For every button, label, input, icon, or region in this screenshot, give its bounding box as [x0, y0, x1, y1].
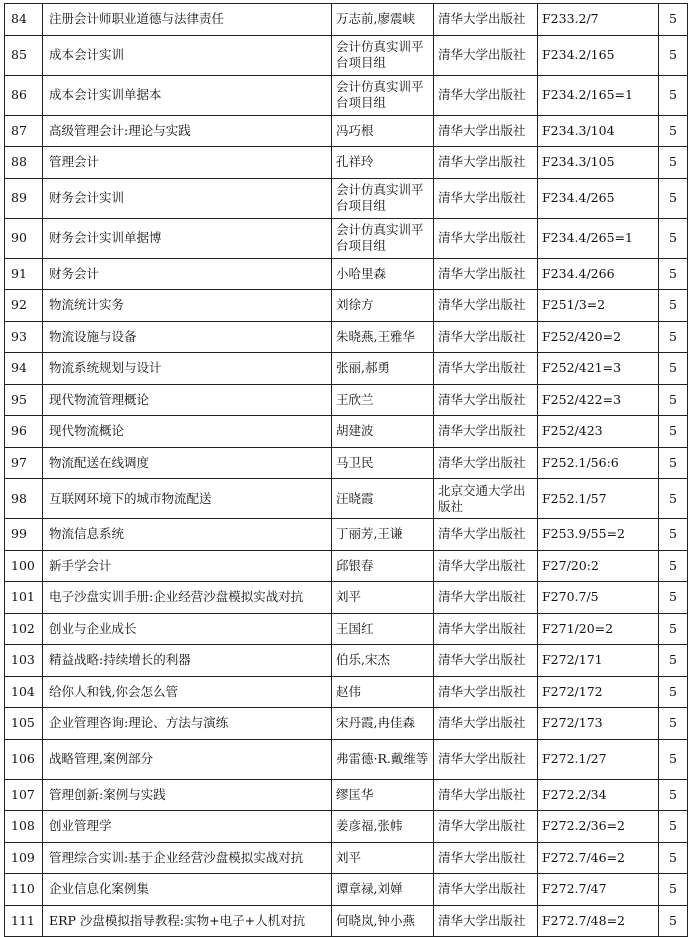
book-publisher: 清华大学出版社 [434, 416, 538, 448]
book-publisher: 清华大学出版社 [434, 645, 538, 677]
book-call-number: F234.3/105 [538, 147, 659, 179]
book-quantity: 5 [659, 115, 688, 147]
book-publisher: 清华大学出版社 [434, 35, 538, 75]
table-row [5, 75, 688, 115]
book-publisher: 清华大学出版社 [434, 447, 538, 479]
row-number: 107 [5, 779, 43, 811]
book-list-sheet [4, 3, 687, 937]
book-call-number: F272/173 [538, 708, 659, 740]
book-quantity: 5 [659, 905, 688, 937]
book-author: 谭章禄,刘婵 [332, 874, 434, 906]
book-quantity: 5 [659, 35, 688, 75]
book-publisher: 清华大学出版社 [434, 779, 538, 811]
table-row [5, 479, 688, 519]
book-title: 战略管理,案例部分 [43, 739, 332, 779]
table-row [5, 353, 688, 385]
book-publisher: 清华大学出版社 [434, 519, 538, 551]
row-number: 103 [5, 645, 43, 677]
row-number: 86 [5, 75, 43, 115]
book-title: 财务会计实训单据博 [43, 218, 332, 258]
table-row [5, 35, 688, 75]
table-row [5, 779, 688, 811]
book-author: 赵伟 [332, 676, 434, 708]
book-call-number: F271/20=2 [538, 613, 659, 645]
book-author: 会计仿真实训平台项目组 [332, 218, 434, 258]
table-row [5, 384, 688, 416]
book-call-number: F252/420=2 [538, 321, 659, 353]
row-number: 100 [5, 550, 43, 582]
row-number: 88 [5, 147, 43, 179]
book-author: 何晓岚,钟小燕 [332, 905, 434, 937]
table-row [5, 550, 688, 582]
book-title: ERP 沙盘模拟指导教程:实物+电子+人机对抗 [43, 905, 332, 937]
book-title: 物流设施与设备 [43, 321, 332, 353]
row-number: 108 [5, 811, 43, 843]
book-author: 邱银春 [332, 550, 434, 582]
book-quantity: 5 [659, 519, 688, 551]
book-title: 注册会计师职业道德与法律责任 [43, 4, 332, 36]
row-number: 104 [5, 676, 43, 708]
book-author: 会计仿真实训平台项目组 [332, 75, 434, 115]
book-call-number: F272.1/27 [538, 739, 659, 779]
book-call-number: F272.2/36=2 [538, 811, 659, 843]
table-row [5, 676, 688, 708]
book-title: 成本会计实训单据本 [43, 75, 332, 115]
row-number: 97 [5, 447, 43, 479]
book-publisher: 清华大学出版社 [434, 218, 538, 258]
book-title: 成本会计实训 [43, 35, 332, 75]
row-number: 105 [5, 708, 43, 740]
table-row [5, 147, 688, 179]
table-row [5, 321, 688, 353]
book-call-number: F234.2/165 [538, 35, 659, 75]
row-number: 109 [5, 842, 43, 874]
row-number: 96 [5, 416, 43, 448]
book-quantity: 5 [659, 613, 688, 645]
book-author: 会计仿真实训平台项目组 [332, 35, 434, 75]
book-call-number: F272.7/46=2 [538, 842, 659, 874]
book-author: 汪晓霞 [332, 479, 434, 519]
book-call-number: F233.2/7 [538, 4, 659, 36]
book-call-number: F234.3/104 [538, 115, 659, 147]
row-number: 91 [5, 258, 43, 290]
book-call-number: F272.7/48=2 [538, 905, 659, 937]
book-quantity: 5 [659, 178, 688, 218]
book-publisher: 清华大学出版社 [434, 739, 538, 779]
book-author: 姜彦福,张帏 [332, 811, 434, 843]
book-author: 万志前,廖震峡 [332, 4, 434, 36]
book-call-number: F272/171 [538, 645, 659, 677]
book-publisher: 北京交通大学出版社 [434, 479, 538, 519]
book-publisher: 清华大学出版社 [434, 4, 538, 36]
table-row [5, 874, 688, 906]
book-publisher: 清华大学出版社 [434, 582, 538, 614]
row-number: 99 [5, 519, 43, 551]
table-row [5, 708, 688, 740]
book-publisher: 清华大学出版社 [434, 321, 538, 353]
book-title: 给你人和钱,你会怎么管 [43, 676, 332, 708]
book-call-number: F252.1/57 [538, 479, 659, 519]
table-row [5, 519, 688, 551]
book-call-number: F252.1/56:6 [538, 447, 659, 479]
book-publisher: 清华大学出版社 [434, 676, 538, 708]
book-publisher: 清华大学出版社 [434, 353, 538, 385]
book-quantity: 5 [659, 384, 688, 416]
book-author: 会计仿真实训平台项目组 [332, 178, 434, 218]
book-title: 企业信息化案例集 [43, 874, 332, 906]
book-quantity: 5 [659, 75, 688, 115]
row-number: 98 [5, 479, 43, 519]
book-publisher: 清华大学出版社 [434, 613, 538, 645]
book-author: 王国红 [332, 613, 434, 645]
book-publisher: 清华大学出版社 [434, 178, 538, 218]
book-title: 高级管理会计:理论与实践 [43, 115, 332, 147]
book-call-number: F253.9/55=2 [538, 519, 659, 551]
book-title: 财务会计实训 [43, 178, 332, 218]
book-quantity: 5 [659, 550, 688, 582]
book-author: 马卫民 [332, 447, 434, 479]
book-call-number: F272.2/34 [538, 779, 659, 811]
row-number: 106 [5, 739, 43, 779]
table-row [5, 416, 688, 448]
book-title: 物流系统规划与设计 [43, 353, 332, 385]
book-title: 管理会计 [43, 147, 332, 179]
book-publisher: 清华大学出版社 [434, 75, 538, 115]
row-number: 111 [5, 905, 43, 937]
book-quantity: 5 [659, 218, 688, 258]
book-publisher: 清华大学出版社 [434, 147, 538, 179]
table-row [5, 447, 688, 479]
table-body [5, 4, 688, 937]
book-author: 丁丽芳,王谦 [332, 519, 434, 551]
row-number: 87 [5, 115, 43, 147]
book-title: 电子沙盘实训手册:企业经营沙盘模拟实战对抗 [43, 582, 332, 614]
book-publisher: 清华大学出版社 [434, 874, 538, 906]
book-publisher: 清华大学出版社 [434, 811, 538, 843]
book-publisher: 清华大学出版社 [434, 384, 538, 416]
book-call-number: F252/421=3 [538, 353, 659, 385]
book-quantity: 5 [659, 290, 688, 322]
book-publisher: 清华大学出版社 [434, 115, 538, 147]
table-row [5, 290, 688, 322]
book-quantity: 5 [659, 416, 688, 448]
book-publisher: 清华大学出版社 [434, 290, 538, 322]
book-quantity: 5 [659, 708, 688, 740]
book-title: 现代物流管理概论 [43, 384, 332, 416]
book-quantity: 5 [659, 874, 688, 906]
book-author: 孔祥玲 [332, 147, 434, 179]
table-row [5, 613, 688, 645]
book-title: 管理创新:案例与实践 [43, 779, 332, 811]
book-quantity: 5 [659, 353, 688, 385]
table-row [5, 811, 688, 843]
table-row [5, 645, 688, 677]
book-title: 新手学会计 [43, 550, 332, 582]
table-row [5, 739, 688, 779]
book-quantity: 5 [659, 4, 688, 36]
book-title: 现代物流概论 [43, 416, 332, 448]
row-number: 89 [5, 178, 43, 218]
row-number: 93 [5, 321, 43, 353]
book-call-number: F251/3=2 [538, 290, 659, 322]
book-quantity: 5 [659, 479, 688, 519]
book-call-number: F252/422=3 [538, 384, 659, 416]
table-row [5, 582, 688, 614]
book-quantity: 5 [659, 842, 688, 874]
book-title: 创业与企业成长 [43, 613, 332, 645]
book-publisher: 清华大学出版社 [434, 842, 538, 874]
book-quantity: 5 [659, 582, 688, 614]
book-author: 朱晓燕,王雅华 [332, 321, 434, 353]
book-call-number: F234.2/165=1 [538, 75, 659, 115]
book-publisher: 清华大学出版社 [434, 550, 538, 582]
book-quantity: 5 [659, 676, 688, 708]
book-title: 企业管理咨询:理论、方法与演练 [43, 708, 332, 740]
row-number: 84 [5, 4, 43, 36]
book-call-number: F234.4/266 [538, 258, 659, 290]
book-title: 财务会计 [43, 258, 332, 290]
book-author: 伯乐,宋杰 [332, 645, 434, 677]
table-row [5, 258, 688, 290]
book-publisher: 清华大学出版社 [434, 708, 538, 740]
book-author: 刘平 [332, 842, 434, 874]
book-call-number: F272.7/47 [538, 874, 659, 906]
book-quantity: 5 [659, 447, 688, 479]
book-author: 弗雷德·R.戴维等 [332, 739, 434, 779]
book-title: 物流配送在线调度 [43, 447, 332, 479]
book-list-table [4, 3, 688, 937]
book-title: 创业管理学 [43, 811, 332, 843]
book-quantity: 5 [659, 258, 688, 290]
book-author: 王欣兰 [332, 384, 434, 416]
book-author: 刘平 [332, 582, 434, 614]
book-quantity: 5 [659, 779, 688, 811]
row-number: 85 [5, 35, 43, 75]
table-row [5, 4, 688, 36]
table-row [5, 115, 688, 147]
row-number: 90 [5, 218, 43, 258]
book-quantity: 5 [659, 811, 688, 843]
book-title: 物流统计实务 [43, 290, 332, 322]
row-number: 94 [5, 353, 43, 385]
table-row [5, 842, 688, 874]
book-author: 张丽,郝勇 [332, 353, 434, 385]
book-quantity: 5 [659, 739, 688, 779]
book-title: 物流信息系统 [43, 519, 332, 551]
book-call-number: F272/172 [538, 676, 659, 708]
book-title: 管理综合实训:基于企业经营沙盘模拟实战对抗 [43, 842, 332, 874]
book-publisher: 清华大学出版社 [434, 905, 538, 937]
book-call-number: F234.4/265=1 [538, 218, 659, 258]
book-title: 精益战略:持续增长的利器 [43, 645, 332, 677]
book-call-number: F234.4/265 [538, 178, 659, 218]
row-number: 101 [5, 582, 43, 614]
book-author: 缪匡华 [332, 779, 434, 811]
table-row [5, 218, 688, 258]
book-quantity: 5 [659, 147, 688, 179]
book-publisher: 清华大学出版社 [434, 258, 538, 290]
row-number: 102 [5, 613, 43, 645]
book-title: 互联网环境下的城市物流配送 [43, 479, 332, 519]
book-call-number: F252/423 [538, 416, 659, 448]
book-author: 胡建波 [332, 416, 434, 448]
book-quantity: 5 [659, 645, 688, 677]
table-row [5, 178, 688, 218]
book-author: 小哈里森 [332, 258, 434, 290]
book-call-number: F27/20:2 [538, 550, 659, 582]
row-number: 95 [5, 384, 43, 416]
book-author: 宋丹霞,冉佳森 [332, 708, 434, 740]
book-author: 冯巧根 [332, 115, 434, 147]
row-number: 110 [5, 874, 43, 906]
row-number: 92 [5, 290, 43, 322]
book-quantity: 5 [659, 321, 688, 353]
book-call-number: F270.7/5 [538, 582, 659, 614]
book-author: 刘徐方 [332, 290, 434, 322]
